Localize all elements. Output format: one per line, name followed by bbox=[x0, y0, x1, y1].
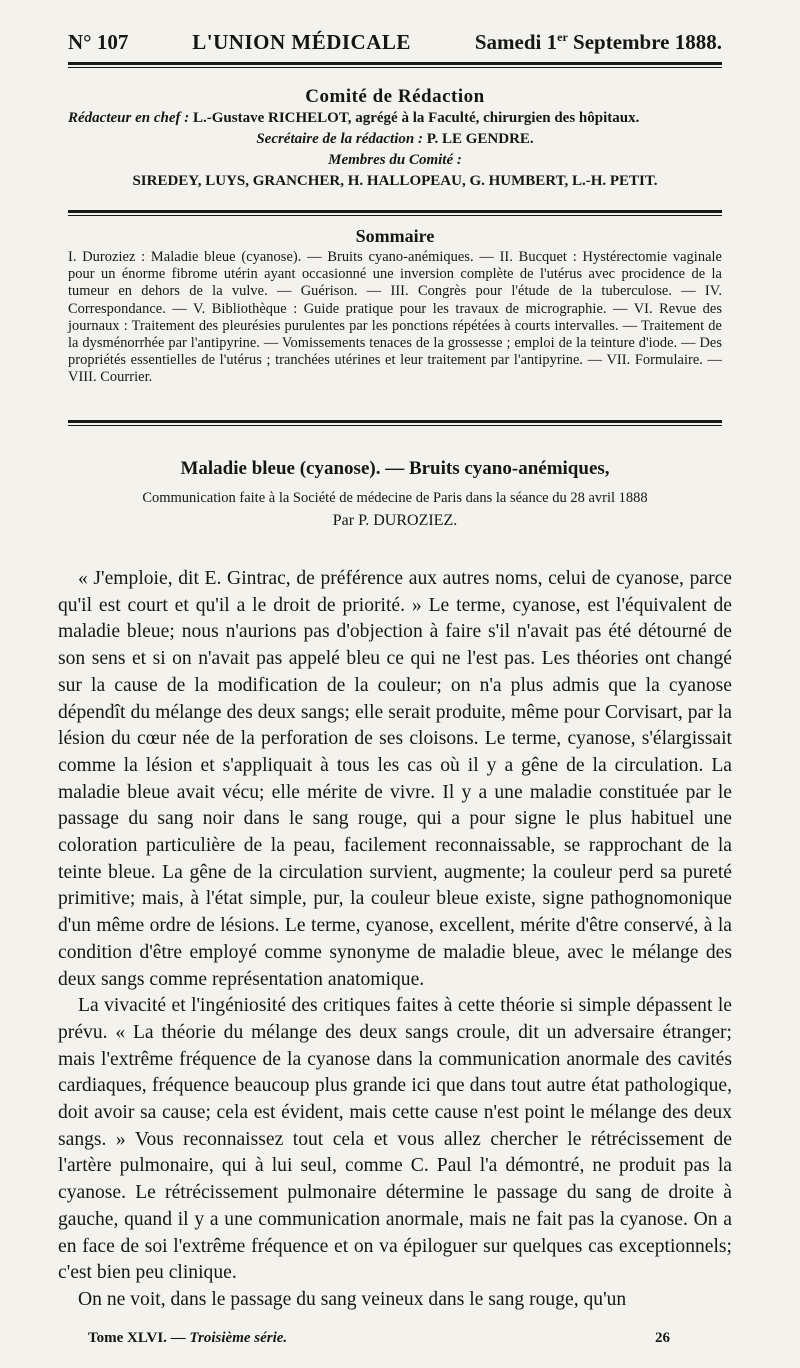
date-prefix: Samedi 1 bbox=[474, 30, 558, 54]
summary-text: I. Duroziez : Maladie bleue (cyanose). — Bruits cyano-anémiques. — II. Bucquet : Hystérectomie vaginale pour un énorme fibrome utérin ayant occasionné une inversion complète de l'utérus avec procidence de la tumeur en dehors de la vulve. — Guérison. — III. Congrès pour l'étude de la tuberculose. — IV. Correspondance. — V. Bibliothèque : Guide pratique pour les travaux de micrographie. — VI. Revue des journaux : Traitement des pleurésies purulentes par les ponctions répétées à courts intervalles. — Traitement de la dysménorrhée par l'antipyrine. — Vomissements tenaces de la grossesse ; emploi de la teinture d'iode. — Des propriétés essentielles de l'utérus ; tranchées utérines et leur traitement par l'antipyrine. — VII. Formulaire. — VIII. Courrier. bbox=[68, 249, 722, 386]
chief-label: Rédacteur en chef : bbox=[68, 110, 190, 126]
members-label-line bbox=[68, 150, 722, 171]
chief-editor-line bbox=[68, 108, 722, 129]
date-suffix: Septembre 1888. bbox=[567, 30, 722, 54]
committee-rule-thin bbox=[68, 215, 722, 216]
summary-title: Sommaire bbox=[355, 226, 435, 246]
paragraph: La vivacité et l'ingéniosité des critiques faites à cette théorie si simple dépassent le prévu. « La théorie du mélange des deux sangs croule, dit un adversaire étranger; mais l'extrême fréquence de la cyanose dans la communication anormale des cavités cardiaques, fréquence beaucoup plus grande ici que dans tout autre état pathologique, doit avoir sa cause; cela est évident, mais cette cause n'est point le mélange des deux sangs. » Vous reconnaissez tout cela et vous allez chercher le rétrécissement de l'artère pulmonaire, qui à lui seul, comme C. Paul l'a démontré, ne produit pas la cyanose. Le rétrécissement pulmonaire détermine le passage du sang de droite à gauche, quand il y a une communication anormale, mais ne fait pas la cyanose. On a en face de soi l'extrême fréquence et on va épiloguer sur quelques cas exceptionnels; c'est bien peu clinique. bbox=[58, 995, 732, 1284]
summary-rule-thin bbox=[68, 425, 722, 426]
article-author: Par P. DUROZIEZ. bbox=[332, 512, 458, 529]
footer-page-number: 26 bbox=[655, 1330, 670, 1346]
committee-title: Comité de Rédaction bbox=[305, 86, 485, 107]
journal-title: L'UNION MÉDICALE bbox=[192, 30, 411, 54]
committee-rule bbox=[68, 210, 722, 213]
members-label: Membres du Comité : bbox=[328, 152, 462, 168]
volume-text: Tome XLVI. — bbox=[88, 1330, 190, 1346]
issue-number: N° 107 bbox=[68, 30, 129, 54]
secretary-line bbox=[68, 129, 722, 150]
issue-date bbox=[475, 30, 722, 55]
secretary-value: P. LE GENDRE. bbox=[422, 131, 534, 147]
header-rule bbox=[68, 62, 722, 65]
running-head bbox=[68, 30, 722, 55]
secretary-label: Secrétaire de la rédaction : bbox=[256, 131, 423, 147]
summary-block bbox=[68, 226, 722, 387]
volume-info bbox=[88, 1330, 287, 1347]
article-title: Maladie bleue (cyanose). — Bruits cyano-anémiques, bbox=[180, 458, 610, 479]
editorial-committee bbox=[68, 86, 722, 192]
page-footer bbox=[88, 1330, 670, 1347]
article-body bbox=[58, 566, 732, 1314]
date-sup: er bbox=[557, 30, 568, 44]
chief-value: L.-Gustave RICHELOT, agrégé à la Faculté, chirurgien des hôpitaux. bbox=[189, 110, 640, 126]
paragraph: On ne voit, dans le passage du sang veineux dans le sang rouge, qu'un bbox=[78, 1288, 627, 1310]
members-line: SIREDEY, LUYS, GRANCHER, H. HALLOPEAU, G. HUMBERT, L.-H. PETIT. bbox=[132, 173, 658, 189]
header-rule-thin bbox=[68, 67, 722, 68]
summary-rule bbox=[68, 420, 722, 423]
series-text: Troisième série. bbox=[189, 1330, 288, 1346]
paragraph: « J'emploie, dit E. Gintrac, de préférence aux autres noms, celui de cyanose, parce qu'il est court et qu'il a le droit de priorité. » Le terme, cyanose, est l'équivalent de maladie bleue; nous n'aurions pas d'objection à faire s'il n'avait pas été détourné de son sens et si on n'avait pas appelé bleu ce qui ne l'est pas. Les théories ont changé sur la cause de la modification de la couleur; on n'a plus admis que la cyanose dépendît du mélange des deux sangs; elle serait produite, même pour Corvisart, par la lésion du cœur née de la perforation de ses cloisons. Le terme, cyanose, s'élargissait comme la lésion et s'appliquait à tous les cas où il y a gêne de la circulation. La maladie bleue avait vécu; elle mérite de vivre. Il y a une maladie constituée par le passage du sang noir dans le sang rouge, qui a pour signe le plus habituel une coloration particulière de la peau, facilement reconnaissable, se rapprochant de la teinte bleue. La gêne de la circulation survient, augmente; la couleur perd sa pureté primitive; mais, à l'état simple, pur, la couleur bleue existe, signe pathognomonique d'un même ordre de lésions. Le terme, cyanose, excellent, mérite d'être conservé, à la condition d'être employé comme synonyme de maladie bleue, avec le mélange des deux sangs comme représentation anatomique. bbox=[58, 568, 732, 990]
article-subtitle: Communication faite à la Société de médecine de Paris dans la séance du 28 avril 1888 bbox=[142, 490, 648, 506]
